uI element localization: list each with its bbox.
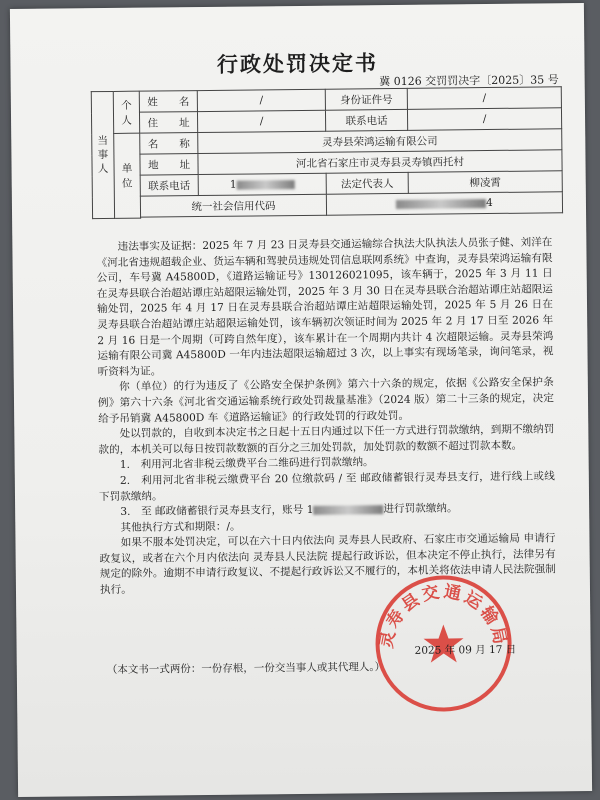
violation-paragraph: 你（单位）的行为违反了《公路安全保护条例》第六十六条的规定，依据《公路安全保护条例》第六十六条《河北省交通运输系统行政处罚裁量基准》（2024 版）第二十三条的规定，决定给予吊销冀 A45800D 车《道路运输证》的行政处罚的行政处罚。	[97, 376, 555, 425]
other-methods-paragraph: 其他执行方式和期限：/。	[120, 520, 241, 534]
seal-text: 灵寿县交通运输局	[376, 581, 511, 650]
redaction-blur	[237, 180, 295, 190]
payment-intro-paragraph: 处以罚款的，自收到本决定书之日起十五日内通过以下任一方式进行罚款缴纳，到期不缴纳罚款的，本机关可以每日按罚款数额的百分之三加处罚款，加处罚款的数额不超过罚款本数。	[98, 423, 555, 456]
name-value: /	[197, 89, 325, 111]
credit-code-value: 4	[486, 196, 493, 210]
document-title: 行政处罚决定书	[216, 50, 379, 77]
appeal-paragraph: 如果不服本处罚决定，可以在六十日内依法向 灵寿县人民政府、石家庄市交通运输局 申请行政复议，或者在六个月内依法向 灵寿县人民法院 提起行政诉讼，但本决定不停止执行，法律另有规定的除外。逾期不申请行政复议、不提起行政诉讼又不履行的，本机关将依法申请人民法院强制执行。	[99, 532, 556, 597]
phone-label: 联系电话	[325, 109, 407, 131]
payment-option-1: 1. 利用河北省非税云缴费平台二维码进行罚款缴纳。	[119, 456, 374, 472]
legal-rep-label: 法定代表人	[326, 172, 408, 194]
id-label: 身份证件号	[325, 88, 407, 110]
payment-option-2: 2. 利用河北省非税云缴费平台 20 位缴款码 / 至 邮政储蓄银行灵寿县支行，进行线上或线下罚款缴纳。	[98, 470, 555, 503]
payment-option-3-prefix: 3. 至 邮政储蓄银行灵寿县支行，账号 1	[120, 503, 314, 518]
unit-phone-cell	[198, 173, 326, 195]
document-body	[96, 235, 556, 598]
address-value: /	[197, 110, 325, 132]
issue-date: 2025 年 09 月 17 日	[414, 643, 517, 657]
document-paper	[10, 3, 592, 797]
redaction-blur	[313, 505, 383, 515]
party-table	[91, 86, 563, 218]
document-number: 冀 0126 交罚罚决字〔2025〕35 号	[379, 73, 559, 89]
unit-phone-value: 1	[229, 178, 237, 191]
unit-phone-label: 联系电话	[140, 175, 198, 197]
unit-name-label: 名 称	[140, 133, 198, 155]
party-group-label: 当事人	[91, 91, 114, 218]
redaction-blur	[396, 199, 486, 209]
unit-address-value: 河北省石家庄市灵寿县灵寿镇西托村	[198, 150, 562, 175]
address-label: 住 址	[139, 112, 197, 134]
credit-code-cell	[326, 192, 562, 215]
unit-name-value: 灵寿县荣鸿运输有限公司	[198, 129, 562, 154]
phone-value: /	[407, 108, 561, 131]
credit-code-label: 统一社会信用代码	[140, 194, 326, 217]
individual-label: 个人	[113, 91, 139, 133]
legal-rep-value: 柳凌霄	[408, 171, 562, 194]
facts-paragraph: 违法事实及证据：2025 年 7 月 23 日灵寿县交通运输综合执法大队执法人员张子健、刘洋在《河北省违规超载企业、货运车辆和驾驶员违规处罚信息联网系统》中查询，灵寿县荣鸿运输有限公司，车号冀 A45800D，《道路运输证号》130126021095，该车辆于，2025 年 3 月 11 日在灵寿县联合治超站谭庄站超限运输处罚，2025 年 3 月 30 日在灵寿县联合治超站谭庄站超限运输处罚，2025 年 4 月 17 日在灵寿县联合治超站谭庄站超限运输处罚，2025 年 5 月 26 日在灵寿县联合治超站谭庄站超限运输处罚，该车辆初次领证时间为 2025 年 2 月 17 日至 2026 年 2 月 16 日是一个周期（可跨自然年度），该车累计在一个周期内共计 4 次超限运输。灵寿县荣鸿运输有限公司冀 A45800D 一年内违法超限运输超过 3 次，以上事实有现场笔录，询问笔录，视听资料为证。	[96, 236, 554, 378]
name-label: 姓 名	[139, 91, 197, 113]
unit-address-label: 地 址	[140, 154, 198, 176]
unit-label: 单位	[114, 133, 141, 218]
payment-option-3-suffix: 进行罚款缴纳。	[383, 502, 458, 516]
id-value: /	[407, 87, 561, 110]
footnote: （本文书一式两份：一份存根，一份交当事人或其代理人。）	[106, 661, 386, 677]
